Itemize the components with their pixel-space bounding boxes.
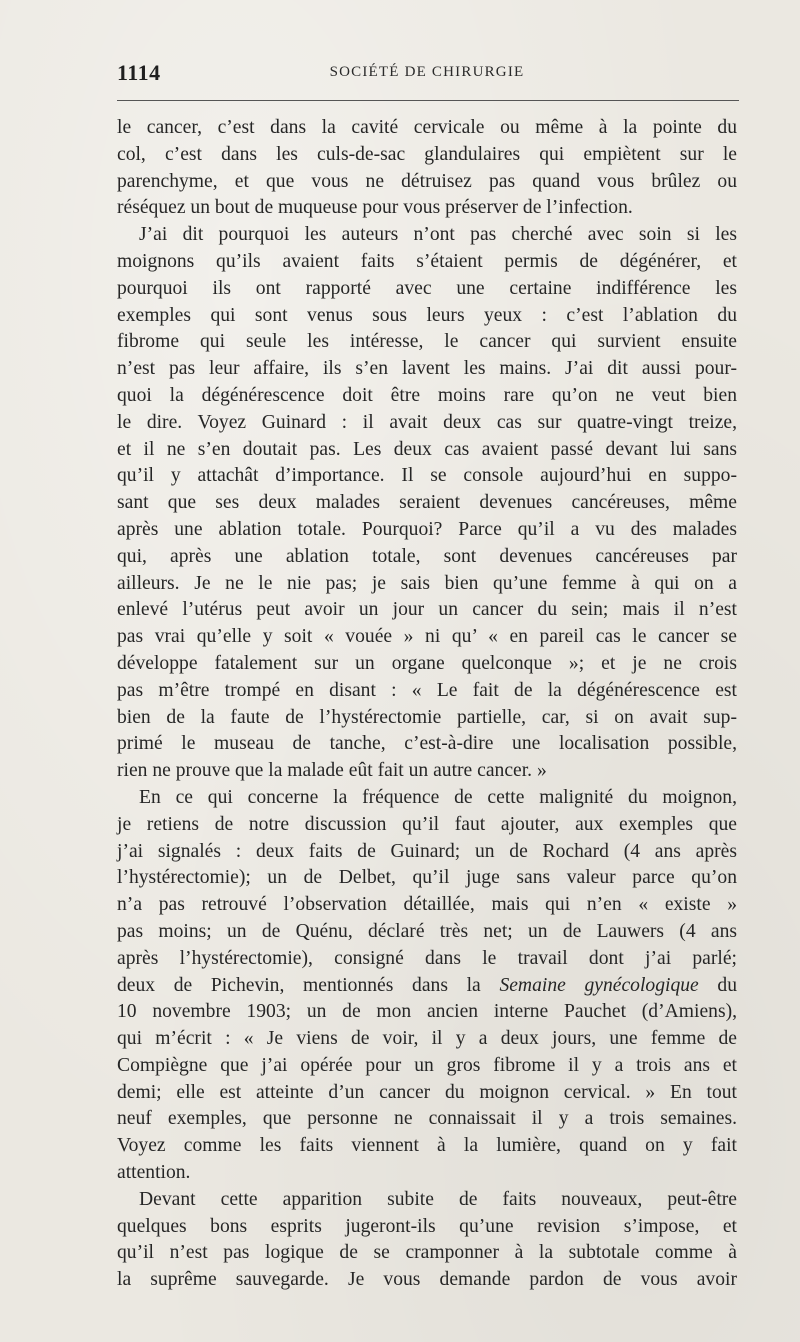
body-text xyxy=(117,115,737,1294)
text-line: la suprême sauvegarde. Je vous demande pardon de vous avoir xyxy=(117,1269,737,1291)
text-line: n’a pas retrouvé l’observation détaillée, mais qui n’en « existe » xyxy=(117,894,737,916)
text-line: réséquez un bout de muqueuse pour vous préserver de l’infection. xyxy=(117,197,633,219)
text-line: pas m’être trompé en disant : « Le fait de la dégénérescence est xyxy=(117,679,737,701)
text-line: 10 novembre 1903; un de mon ancien interne Pauchet (d’Amiens), xyxy=(117,1001,737,1023)
text-line: enlevé l’utérus peut avoir un jour un cancer du sein; mais il n’est xyxy=(117,599,737,621)
text-line: pas vrai qu’elle y soit « vouée » ni qu’ « en pareil cas le cancer se xyxy=(117,626,737,648)
text-line: pas moins; un de Quénu, déclaré très net; un de Lauwers (4 ans xyxy=(117,920,737,942)
text-line: ailleurs. Je ne le nie pas; je sais bien qu’une femme à qui on a xyxy=(117,572,737,594)
text-line: le dire. Voyez Guinard : il avait deux cas sur quatre-vingt treize, xyxy=(117,411,737,433)
text-line: demi; elle est atteinte d’un cancer du moignon cervical. » En tout xyxy=(117,1081,737,1103)
text-line: qui m’écrit : « Je viens de voir, il y a deux jours, une femme de xyxy=(117,1028,737,1050)
text-line: qui, après une ablation totale, sont devenues cancéreuses par xyxy=(117,545,737,567)
text-line: qu’il y attachât d’importance. Il se console aujourd’hui en suppo- xyxy=(117,465,737,487)
text-line: Compiègne que j’ai opérée pour un gros fibrome il y a trois ans et xyxy=(117,1054,737,1076)
text-line: bien de la faute de l’hystérectomie partielle, car, si on avait sup- xyxy=(117,706,737,728)
text-line: neuf exemples, que personne ne connaissait il y a trois semaines. xyxy=(117,1108,737,1130)
running-title: SOCIÉTÉ DE CHIRURGIE xyxy=(329,64,525,80)
text-line: pourquoi ils ont rapporté avec une certaine indifférence les xyxy=(117,277,737,299)
paragraph-start-line: Devant cette apparition subite de faits nouveaux, peut-être xyxy=(139,1188,737,1210)
text-line: après l’hystérectomie), consigné dans le travail dont j’ai parlé; xyxy=(117,947,737,969)
text-line: je retiens de notre discussion qu’il faut ajouter, aux exemples que xyxy=(117,813,737,835)
text-line: quelques bons esprits jugeront-ils qu’une revision s’impose, et xyxy=(117,1215,737,1237)
text-line: n’est pas leur affaire, ils s’en lavent les mains. J’ai dit aussi pour- xyxy=(117,358,737,380)
text-line: Voyez comme les faits viennent à la lumière, quand on y fait xyxy=(117,1135,737,1157)
text-line: quoi la dégénérescence doit être moins rare qu’on ne veut bien xyxy=(117,384,737,406)
text-line: j’ai signalés : deux faits de Guinard; un de Rochard (4 ans après xyxy=(117,840,737,862)
page-number: 1114 xyxy=(117,60,161,85)
text-line: le cancer, c’est dans la cavité cervicale ou même à la pointe du xyxy=(117,117,737,138)
text-line: parenchyme, et que vous ne détruisez pas quand vous brûlez ou xyxy=(117,170,737,192)
header-divider xyxy=(117,100,739,101)
text-line: primé le museau de tanche, c’est-à-dire une localisation possible, xyxy=(117,733,737,755)
text-line: fibrome qui seule les intéresse, le cancer qui survient ensuite xyxy=(117,331,737,353)
paragraph-start-line: J’ai dit pourquoi les auteurs n’ont pas cherché avec soin si les xyxy=(139,224,737,246)
text-line: qu’il n’est pas logique de se cramponner à la subtotale comme à xyxy=(117,1242,737,1264)
text-line: développe fatalement sur un organe quelconque »; et je ne crois xyxy=(117,652,737,674)
text-line: exemples qui sont venus sous leurs yeux : c’est l’ablation du xyxy=(117,304,737,326)
paragraph-start-line: En ce qui concerne la fréquence de cette malignité du moignon, xyxy=(139,786,737,808)
text-line: sant que ses deux malades seraient devenues cancéreuses, même xyxy=(117,492,737,514)
page-header xyxy=(117,58,737,88)
text-line: l’hystérectomie); un de Delbet, qu’il juge sans valeur parce qu’on xyxy=(117,867,737,889)
text-line: après une ablation totale. Pourquoi? Parce qu’il a vu des malades xyxy=(117,518,737,540)
text-line: et il ne s’en doutait pas. Les deux cas avaient passé devant lui sans xyxy=(117,438,737,460)
text-line: deux de Pichevin, mentionnés dans la Semaine gynécologique du xyxy=(117,974,737,996)
text-line: col, c’est dans les culs-de-sac glandulaires qui empiètent sur le xyxy=(117,143,737,165)
text-line: attention. xyxy=(117,1162,191,1184)
text-line: rien ne prouve que la malade eût fait un autre cancer. » xyxy=(117,760,547,782)
journal-title: Semaine gynécologique xyxy=(499,974,699,996)
text-line: moignons qu’ils avaient faits s’étaient permis de dégénérer, et xyxy=(117,250,737,272)
